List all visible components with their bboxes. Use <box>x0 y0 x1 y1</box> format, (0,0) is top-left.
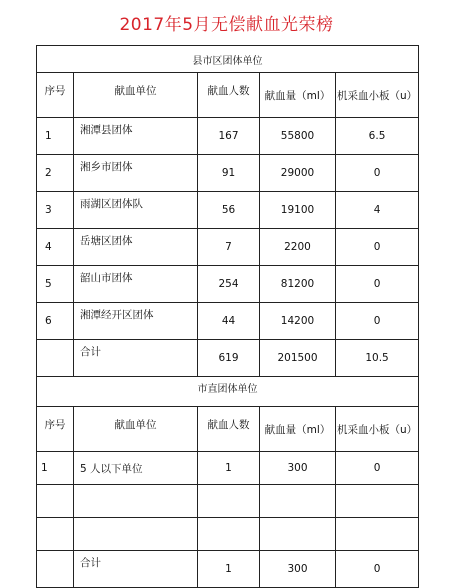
cell-people: 91 <box>198 155 260 192</box>
page-title: 2017年5月无偿献血光荣榜 <box>119 15 334 35</box>
header-people: 献血人数 <box>198 73 260 118</box>
cell-unit: 湘潭经开区团体 <box>74 303 198 340</box>
empty-row <box>37 518 419 551</box>
cell-volume: 55800 <box>260 118 336 155</box>
cell-no: 1 <box>37 452 74 485</box>
cell-no: 6 <box>37 303 74 340</box>
empty-cell <box>74 518 198 551</box>
total-volume: 300 <box>260 551 336 588</box>
empty-cell <box>37 518 74 551</box>
cell-unit: 雨湖区团体队 <box>74 192 198 229</box>
table-row <box>37 266 419 303</box>
cell-no: 5 <box>37 266 74 303</box>
cell-no-empty <box>37 551 74 588</box>
header-no: 序号 <box>37 407 74 452</box>
cell-unit: 5 人以下单位 <box>74 452 198 485</box>
total-platelet: 10.5 <box>336 340 419 377</box>
cell-people: 44 <box>198 303 260 340</box>
cell-no: 4 <box>37 229 74 266</box>
empty-cell <box>260 518 336 551</box>
header-unit: 献血单位 <box>74 407 198 452</box>
cell-people: 167 <box>198 118 260 155</box>
total-people: 1 <box>198 551 260 588</box>
header-volume: 献血量（ml） <box>260 73 336 118</box>
table-row <box>37 155 419 192</box>
table-row <box>37 303 419 340</box>
empty-cell <box>198 485 260 518</box>
cell-volume: 300 <box>260 452 336 485</box>
section-heading-row <box>37 46 419 73</box>
total-label: 合计 <box>74 551 198 588</box>
table-row <box>37 118 419 155</box>
cell-volume: 81200 <box>260 266 336 303</box>
table-row <box>37 452 419 485</box>
cell-platelet: 0 <box>336 266 419 303</box>
total-row <box>37 340 419 377</box>
cell-no-empty <box>37 340 74 377</box>
cell-unit: 岳塘区团体 <box>74 229 198 266</box>
table-row <box>37 229 419 266</box>
cell-unit: 湘潭县团体 <box>74 118 198 155</box>
cell-volume: 14200 <box>260 303 336 340</box>
total-volume: 201500 <box>260 340 336 377</box>
empty-cell <box>198 518 260 551</box>
cell-volume: 19100 <box>260 192 336 229</box>
empty-row <box>37 485 419 518</box>
empty-cell <box>336 485 419 518</box>
empty-cell <box>37 485 74 518</box>
total-label: 合计 <box>74 340 198 377</box>
cell-volume: 29000 <box>260 155 336 192</box>
header-no: 序号 <box>37 73 74 118</box>
table-header-row <box>37 73 419 118</box>
section-heading-city: 市直团体单位 <box>37 377 419 407</box>
header-platelet: 机采血小板（u） <box>336 73 419 118</box>
total-people: 619 <box>198 340 260 377</box>
header-platelet: 机采血小板（u） <box>336 407 419 452</box>
header-people: 献血人数 <box>198 407 260 452</box>
total-row <box>37 551 419 588</box>
cell-no: 3 <box>37 192 74 229</box>
header-unit: 献血单位 <box>74 73 198 118</box>
empty-cell <box>336 518 419 551</box>
cell-platelet: 0 <box>336 452 419 485</box>
header-volume: 献血量（ml） <box>260 407 336 452</box>
cell-volume: 2200 <box>260 229 336 266</box>
section-heading-county: 县市区团体单位 <box>37 46 419 73</box>
cell-unit: 韶山市团体 <box>74 266 198 303</box>
cell-people: 7 <box>198 229 260 266</box>
cell-platelet: 4 <box>336 192 419 229</box>
cell-people: 56 <box>198 192 260 229</box>
cell-people: 254 <box>198 266 260 303</box>
blood-donation-table <box>36 45 419 588</box>
cell-no: 2 <box>37 155 74 192</box>
total-platelet: 0 <box>336 551 419 588</box>
cell-platelet: 6.5 <box>336 118 419 155</box>
section-heading-row <box>37 377 419 407</box>
cell-platelet: 0 <box>336 155 419 192</box>
cell-people: 1 <box>198 452 260 485</box>
cell-unit: 湘乡市团体 <box>74 155 198 192</box>
table-header-row <box>37 407 419 452</box>
table-row <box>37 192 419 229</box>
cell-platelet: 0 <box>336 229 419 266</box>
empty-cell <box>260 485 336 518</box>
empty-cell <box>74 485 198 518</box>
cell-no: 1 <box>37 118 74 155</box>
cell-platelet: 0 <box>336 303 419 340</box>
